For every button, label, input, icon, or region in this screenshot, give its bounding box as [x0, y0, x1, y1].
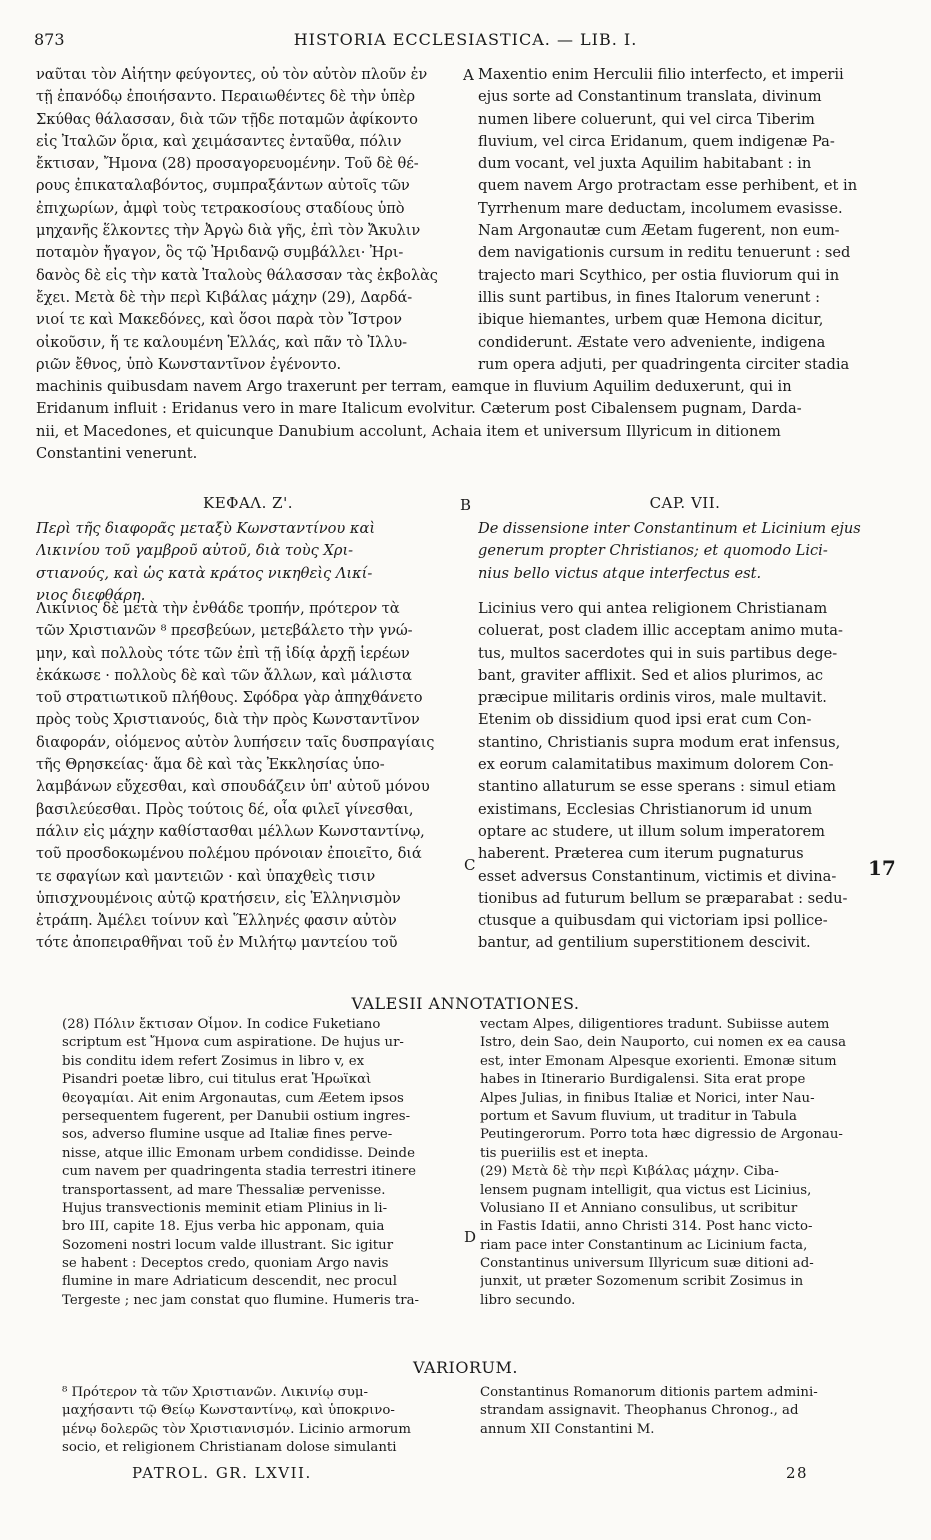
annotation-line: Alpes Julias, in finibus Italiæ et Norici, inter Nau- — [480, 1090, 815, 1106]
annotation-line: riam pace inter Constantinum ac Licinium facta, — [480, 1237, 808, 1253]
text-line: trajecto mari Scythico, per ostia fluviorum qui in — [478, 266, 840, 284]
text-line: μηχανῆς ἕλκοντες τὴν Ἀργὼ διὰ γῆς, ἐπὶ τὸν Ἄκυλιν — [36, 222, 421, 240]
annotation-line: bro III, capite 18. Ejus verba hic apponam, quia — [62, 1219, 385, 1235]
sheet-number: 28 — [786, 1464, 809, 1482]
text-line: machinis quibusdam navem Argo traxerunt per terram, eamque in fluvium Aquilim deduxerunt, qui in — [36, 378, 792, 395]
variorum-title: VARIORUM. — [412, 1358, 518, 1377]
text-line: Nam Argonautæ cum Æetam fugerent, non eum- — [478, 222, 840, 240]
text-line: tionibus ad futurum bellum se præparabat : sedu- — [478, 889, 848, 907]
text-line: illis sunt partibus, in fines Italorum venerunt : — [478, 288, 820, 306]
text-line: τῆς Θρησκείας· ἅμα δὲ καὶ τὰς Ἐκκλησίας ὑπο- — [36, 756, 385, 774]
margin-letter-d: D — [464, 1228, 477, 1246]
text-line: ex eorum calamitatibus maximum dolorem Con- — [478, 756, 834, 774]
top-latin-column — [478, 64, 892, 376]
text-line: τῶν Χριστιανῶν ⁸ πρεσβεύων, μετεβάλετο τὴν γνώ- — [36, 622, 413, 640]
annotation-line: θεογαμίαι. Ait enim Argonautas, cum Æetem ipsos — [62, 1090, 404, 1106]
text-line: bantur, ad gentilium superstitionem descivit. — [478, 934, 811, 952]
margin-number-17: 17 — [868, 856, 896, 880]
running-title: HISTORIA ECCLESIASTICA. — LIB. I. — [293, 30, 638, 49]
latin-chapter-title — [478, 518, 892, 585]
annotation-line: (29) Μετὰ δὲ τὴν περὶ Κιβάλας μάχην. Ciba- — [480, 1164, 779, 1180]
left-page-number: 873 — [34, 30, 65, 49]
note-line: μένῳ δολερῶς τὸν Χριστιανισμόν. Licinio armorum — [62, 1421, 411, 1437]
text-line: τότε ἀποπειραθῆναι τοῦ ἐν Μιλήτῳ μαντείου τοῦ — [36, 934, 398, 952]
annotation-line: (28) Πόλιν ἔκτισαν Οἶμον. In codice Fuketiano — [62, 1017, 381, 1032]
top-greek-column — [36, 64, 460, 376]
text-line: Constantini venerunt. — [36, 444, 198, 462]
annotation-line: Tergeste ; nec jam constat quo flumine. Humeris tra- — [62, 1292, 419, 1308]
annotation-line: est, inter Emonam Alpesque exorienti. Emonæ situm — [480, 1053, 837, 1069]
text-line: Licinius vero qui antea religionem Christianam — [478, 600, 828, 617]
text-line: λαμβάνων εὔχεσθαι, καὶ σπουδάζειν ὑπ' αὐτοῦ μόνου — [36, 778, 430, 796]
text-line: præcipue militaris ordinis viros, male multavit. — [478, 689, 827, 707]
title-line: nius bello victus atque interfectus est. — [478, 564, 762, 582]
text-line: numen libere coluerunt, qui vel circa Tiberim — [478, 110, 815, 128]
annotation-line: Constantinus universum Illyricum suæ ditioni ad- — [480, 1256, 814, 1272]
title-line: Λικινίου τοῦ γαμβροῦ αὐτοῦ, διὰ τοὺς Χρι- — [36, 542, 354, 560]
variorum-left-column — [62, 1384, 458, 1458]
title-line: generum propter Christianos; et quomodo Lici- — [478, 542, 828, 560]
text-line: ναῦται τὸν Αἰήτην φεύγοντες, οὐ τὸν αὐτὸν πλοῦν ἐν — [36, 66, 428, 83]
text-line: stantino, Christianis supra modum erat infensus, — [478, 733, 841, 751]
annotation-line: Sozomeni nostri locum valde illustrant. Sic igitur — [62, 1237, 394, 1253]
text-line: ejus sorte ad Constantinum translata, divinum — [478, 88, 822, 106]
text-line: ὑπισχνουμένοις αὐτῷ κρατήσειν, εἰς Ἑλληνισμὸν — [36, 889, 401, 907]
text-line: οἰκοῦσιν, ἥ τε καλουμένη Ἑλλάς, καὶ πᾶν τὸ Ἰλλυ- — [36, 333, 407, 351]
text-line: Σκύθας θάλασσαν, διὰ τῶν τῇδε ποταμῶν ἀφίκοντο — [36, 110, 418, 128]
text-line: Eridanum influit : Eridanus vero in mare Italicum evolvitur. Cæterum post Cibalensem pugnam, Darda- — [36, 400, 802, 418]
margin-letter-c: C — [464, 856, 476, 874]
text-line: coluerat, post cladem illic acceptam animo muta- — [478, 622, 843, 640]
text-line: ἔχει. Μετὰ δὲ τὴν περὶ Κιβάλας μάχην (29), Δαρδά- — [36, 288, 413, 306]
text-line: ἐτράπη. Ἀμέλει τοίνυν καὶ Ἕλληνές φασιν αὐτὸν — [36, 912, 397, 930]
note-line: Constantinus Romanorum ditionis partem admini- — [480, 1385, 818, 1400]
text-line: optare ac studere, ut illum solum imperatorem — [478, 822, 825, 840]
text-line: quem navem Argo protractam esse perhibent, et in — [478, 177, 858, 195]
text-line: πάλιν εἰς μάχην καθίστασθαι μέλλων Κωνσταντίνῳ, — [36, 822, 425, 840]
annotation-line: persequentem fugerent, per Danubii ostium ingres- — [62, 1108, 411, 1124]
title-line: Περὶ τῆς διαφορᾶς μεταξὺ Κωνσταντίνου καὶ — [36, 520, 376, 537]
text-line: τῇ ἐπανόδῳ ἐποιήσαντο. Περαιωθέντες δὲ τὴν ὑπὲρ — [36, 88, 415, 106]
text-line: τε σφαγίων καὶ μαντειῶν · καὶ ὑπαχθεὶς τισιν — [36, 867, 376, 885]
annotation-line: in Fastis Idatii, anno Christi 314. Post hanc victo- — [480, 1219, 813, 1235]
text-line: βασιλεύεσθαι. Πρὸς τούτοις δέ, οἷα φιλεῖ γίνεσθαι, — [36, 800, 414, 818]
text-line: μην, καὶ πολλοὺς τότε τῶν ἐπὶ τῇ ἰδίᾳ ἀρχῇ ἱερέων — [36, 644, 410, 662]
title-line: νιος διεφθάρη. — [36, 586, 146, 604]
annotation-line: Istro, dein Sao, dein Nauporto, cui nomen ex ea causa — [480, 1035, 847, 1051]
volume-signature: PATROL. GR. LXVII. — [132, 1464, 312, 1482]
text-line: ριῶν ἔθνος, ὑπὸ Κωνσταντῖνον ἐγένοντο. — [36, 355, 342, 373]
text-line: tus, multos sacerdotes qui in suis partibus dege- — [478, 644, 838, 662]
text-line: νιοί τε καὶ Μακεδόνες, καὶ ὅσοι παρὰ τὸν Ἴστρον — [36, 311, 402, 329]
margin-letter-b: B — [460, 496, 472, 514]
note-line: annum XII Constantini M. — [480, 1421, 655, 1437]
latin-chapter-head: CAP. VII. — [649, 494, 721, 512]
annotation-line: vectam Alpes, diligentiores tradunt. Subiisse autem — [480, 1017, 830, 1032]
greek-chapter-head: ΚΕΦΑΛ. Ζ'. — [203, 494, 293, 512]
annotation-line: lensem pugnam intelligit, qua victus est Licinius, — [480, 1182, 812, 1198]
greek-chapter-title — [36, 518, 460, 607]
text-line: ποταμὸν ἤγαγον, ὃς τῷ Ἠριδανῷ συμβάλλει· Ἠρι- — [36, 244, 404, 262]
text-line: ctusque a quibusdam qui victoriam ipsi pollice- — [478, 912, 828, 930]
text-line: Λικίνιος δὲ μετὰ τὴν ἐνθάδε τροπήν, πρότερον τὰ — [36, 600, 400, 617]
annotation-line: portum et Savum fluvium, ut traditur in Tabula — [480, 1108, 797, 1124]
note-line: socio, et religionem Christianam dolose simulanti — [62, 1440, 397, 1456]
annotation-line: Pisandri poetæ libro, cui titulus erat Ἡρωϊκαὶ — [62, 1072, 372, 1088]
latin-chapter-body — [478, 598, 892, 955]
text-line: ἐπιχωρίων, ἀμφὶ τοὺς τετρακοσίους σταδίους ὑπὸ — [36, 199, 405, 217]
text-line: ρους ἐπικαταλαβόντος, συμπραξάντων αὐτοῖς τῶν — [36, 177, 410, 195]
annotation-line: sos, adverso flumine usque ad Italiæ fines perve- — [62, 1127, 393, 1143]
valesii-right-column — [480, 1016, 894, 1310]
text-line: ibique hiemantes, urbem quæ Hemona dicitur, — [478, 311, 824, 329]
text-line: ἐκάκωσε · πολλοὺς δὲ καὶ τῶν ἄλλων, καὶ μάλιστα — [36, 666, 412, 684]
annotation-line: bis conditu idem refert Zosimus in libro v, ex — [62, 1053, 365, 1069]
text-line: nii, et Macedones, et quicunque Danubium accolunt, Achaia item et universum Illyricum in ditionem — [36, 422, 781, 440]
text-line: dum vocant, vel juxta Aquilim habitabant : in — [478, 155, 812, 173]
text-line: Maxentio enim Herculii filio interfecto, et imperii — [478, 66, 844, 83]
annotation-line: nisse, atque illic Emonam urbem condidisse. Deinde — [62, 1145, 415, 1161]
annotation-line: cum navem per quadringenta stadia terrestri itinere — [62, 1164, 416, 1180]
text-line: τοῦ στρατιωτικοῦ πλήθους. Σφόδρα γὰρ ἀπηχθάνετο — [36, 689, 423, 707]
annotation-line: se habent : Deceptos credo, quoniam Argo navis — [62, 1256, 389, 1272]
text-line: stantino allaturum se esse sperans : simul etiam — [478, 778, 836, 796]
text-line: bant, graviter afflixit. Sed et alios plurimos, ac — [478, 666, 824, 684]
title-line: στιανούς, καὶ ὡς κατὰ κράτος νικηθεὶς Λικί- — [36, 564, 373, 582]
annotation-line: tis pueriilis est et inepta. — [480, 1145, 649, 1161]
text-line: existimans, Ecclesias Christianorum id unum — [478, 800, 813, 818]
text-line: rum opera adjuti, per quadringenta circiter stadia — [478, 355, 850, 373]
margin-letter-a: A — [463, 66, 474, 84]
annotation-line: transportassent, ad mare Thessaliæ pervenisse. — [62, 1182, 386, 1198]
text-line: Etenim ob dissidium quod ipsi erat cum Con- — [478, 711, 812, 729]
annotation-line: flumine in mare Adriaticum descendit, nec procul — [62, 1274, 397, 1290]
annotation-line: scriptum est Ἤμονα cum aspiratione. De hujus ur- — [62, 1035, 404, 1051]
text-line: esset adversus Constantinum, victimis et divina- — [478, 867, 837, 885]
text-line: δανὸς δὲ εἰς τὴν κατὰ Ἰταλοὺς θάλασσαν τὰς ἐκβολὰς — [36, 266, 438, 284]
note-line: μαχήσαντι τῷ Θείῳ Κωνσταντίνῳ, καὶ ὑποκρινο- — [62, 1403, 395, 1419]
greek-chapter-body — [36, 598, 460, 955]
text-line: ἔκτισαν, Ἤμονα (28) προσαγορευομένην. Τοῦ δὲ θέ- — [36, 155, 419, 173]
text-line: εἰς Ἰταλῶν ὅρια, καὶ χειμάσαντες ἐνταῦθα, πόλιν — [36, 132, 402, 150]
text-line: condiderunt. Æstate vero adveniente, indigena — [478, 333, 826, 351]
annotation-line: junxit, ut præter Sozomenum scribit Zosimus in — [480, 1274, 804, 1290]
annotation-line: libro secundo. — [480, 1292, 576, 1308]
note-line: strandam assignavit. Theophanus Chronog., ad — [480, 1403, 799, 1419]
text-line: haberent. Præterea cum iterum pugnaturus — [478, 845, 804, 863]
annotation-line: Volusiano II et Anniano consulibus, ut scribitur — [480, 1200, 798, 1216]
note-line: ⁸ Πρότερον τὰ τῶν Χριστιανῶν. Λικινίῳ συμ- — [62, 1385, 369, 1400]
full-width-latin — [36, 376, 892, 465]
text-line: πρὸς τοὺς Χριστιανούς, διὰ τὴν πρὸς Κωνσταντῖνον — [36, 711, 420, 729]
annotation-line: habes in Itinerario Burdigalensi. Sita erat prope — [480, 1072, 806, 1088]
valesii-left-column — [62, 1016, 458, 1310]
variorum-right-column — [480, 1384, 894, 1439]
valesii-title: VALESII ANNOTATIONES. — [351, 994, 580, 1013]
text-line: fluvium, vel circa Eridanum, quem indigenæ Pa- — [478, 132, 835, 150]
text-line: τοῦ προσδοκωμένου πολέμου πρόνοιαν ἐποιεῖτο, διά — [36, 845, 422, 863]
annotation-line: Peutingerorum. Porro tota hæc digressio de Argonau- — [480, 1127, 843, 1143]
text-line: διαφοράν, οἰόμενος αὐτὸν λυπήσειν ταῖς δυσπραγίαις — [36, 733, 435, 751]
text-line: dem navigationis cursum in reditu tenuerunt : sed — [478, 244, 851, 262]
annotation-line: Hujus transvectionis meminit etiam Plinius in li- — [62, 1200, 388, 1216]
title-line: De dissensione inter Constantinum et Licinium ejus — [478, 520, 861, 537]
text-line: Tyrrhenum mare deductam, incolumem evasisse. — [478, 199, 843, 217]
